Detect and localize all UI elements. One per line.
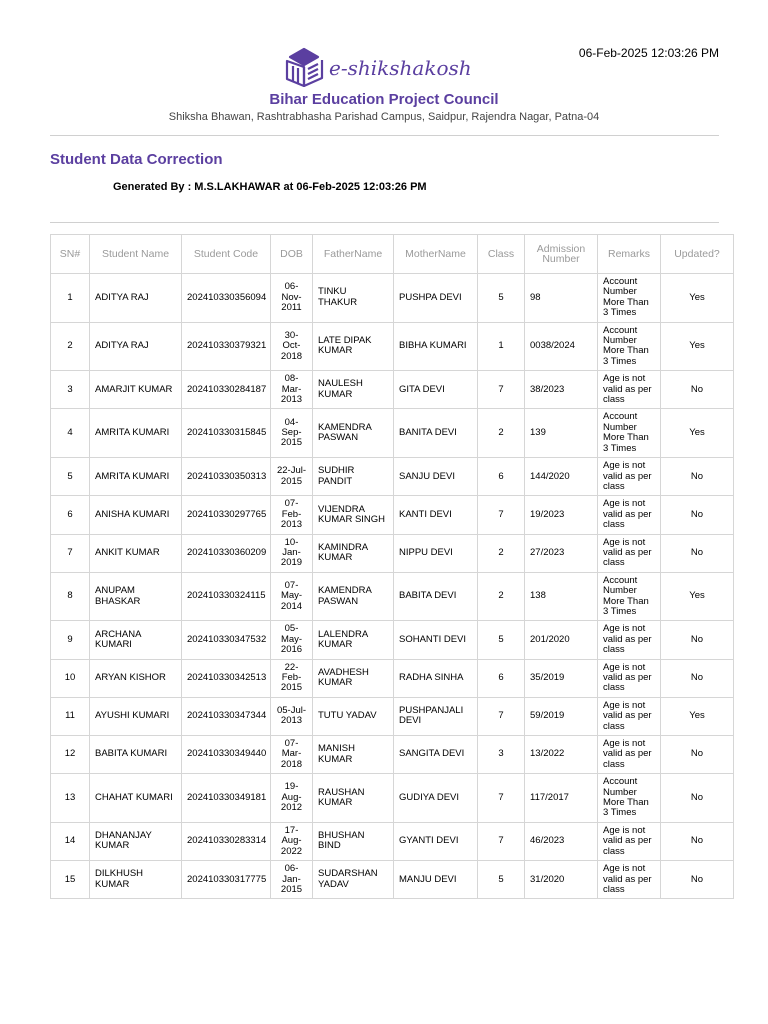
- table-row: [51, 458, 734, 496]
- mother-name-cell: PUSHPANJALI DEVI: [394, 697, 478, 735]
- father-name-cell: MANISH KUMAR: [313, 736, 394, 774]
- mother-name-cell: NIPPU DEVI: [394, 534, 478, 572]
- sn-cell: 10: [51, 659, 90, 697]
- class-cell: 7: [478, 822, 525, 860]
- student-name-cell: ARCHANA KUMARI: [90, 621, 182, 659]
- father-name-cell: KAMINDRA KUMAR: [313, 534, 394, 572]
- father-name-cell: SUDARSHAN YADAV: [313, 861, 394, 899]
- student-code-cell: 202410330297765: [182, 496, 271, 534]
- updated-cell: No: [661, 496, 734, 534]
- father-name-cell: VIJENDRA KUMAR SINGH: [313, 496, 394, 534]
- admission-number-cell: 139: [525, 409, 598, 458]
- updated-cell: Yes: [661, 572, 734, 621]
- student-name-cell: DILKHUSH KUMAR: [90, 861, 182, 899]
- remarks-cell: Age is not valid as per class: [598, 458, 661, 496]
- sn-cell: 13: [51, 774, 90, 823]
- remarks-cell: Age is not valid as per class: [598, 861, 661, 899]
- table-row: [51, 861, 734, 899]
- student-code-cell: 202410330347344: [182, 697, 271, 735]
- remarks-cell: Account Number More Than 3 Times: [598, 274, 661, 323]
- col-updated-header: Updated?: [661, 235, 734, 274]
- table-row: [51, 736, 734, 774]
- admission-number-cell: 98: [525, 274, 598, 323]
- mother-name-cell: RADHA SINHA: [394, 659, 478, 697]
- father-name-cell: TINKU THAKUR: [313, 274, 394, 323]
- student-code-cell: 202410330379321: [182, 322, 271, 371]
- dob-cell: 22-Jul-2015: [271, 458, 313, 496]
- admission-number-cell: 13/2022: [525, 736, 598, 774]
- updated-cell: No: [661, 659, 734, 697]
- student-name-cell: AYUSHI KUMARI: [90, 697, 182, 735]
- father-name-cell: KAMENDRA PASWAN: [313, 409, 394, 458]
- sn-cell: 1: [51, 274, 90, 323]
- mother-name-cell: BANITA DEVI: [394, 409, 478, 458]
- mother-name-cell: GITA DEVI: [394, 371, 478, 409]
- student-name-cell: AMRITA KUMARI: [90, 458, 182, 496]
- dob-cell: 22-Feb-2015: [271, 659, 313, 697]
- remarks-cell: Age is not valid as per class: [598, 697, 661, 735]
- class-cell: 7: [478, 496, 525, 534]
- student-table: [50, 234, 734, 899]
- sn-cell: 14: [51, 822, 90, 860]
- org-address: Shiksha Bhawan, Rashtrabhasha Parishad Campus, Saidpur, Rajendra Nagar, Patna-04: [168, 111, 600, 123]
- dob-cell: 06-Jan-2015: [271, 861, 313, 899]
- class-cell: 2: [478, 534, 525, 572]
- student-code-cell: 202410330360209: [182, 534, 271, 572]
- student-code-cell: 202410330347532: [182, 621, 271, 659]
- mother-name-cell: KANTI DEVI: [394, 496, 478, 534]
- class-cell: 7: [478, 697, 525, 735]
- admission-number-cell: 59/2019: [525, 697, 598, 735]
- admission-number-cell: 138: [525, 572, 598, 621]
- mother-name-cell: GYANTI DEVI: [394, 822, 478, 860]
- books-icon: [287, 49, 322, 86]
- student-name-cell: AMARJIT KUMAR: [90, 371, 182, 409]
- student-code-cell: 202410330317775: [182, 861, 271, 899]
- dob-cell: 05-May-2016: [271, 621, 313, 659]
- father-name-cell: LALENDRA KUMAR: [313, 621, 394, 659]
- divider: [50, 222, 719, 223]
- table-header-row: [51, 235, 734, 274]
- table-row: [51, 322, 734, 371]
- student-name-cell: DHANANJAY KUMAR: [90, 822, 182, 860]
- father-name-cell: AVADHESH KUMAR: [313, 659, 394, 697]
- student-table-container: [50, 234, 733, 899]
- col-admission-number-header: Admission Number: [525, 235, 598, 274]
- student-name-cell: ANUPAM BHASKAR: [90, 572, 182, 621]
- sn-cell: 2: [51, 322, 90, 371]
- sn-cell: 7: [51, 534, 90, 572]
- mother-name-cell: GUDIYA DEVI: [394, 774, 478, 823]
- dob-cell: 17-Aug-2022: [271, 822, 313, 860]
- mother-name-cell: PUSHPA DEVI: [394, 274, 478, 323]
- updated-cell: Yes: [661, 274, 734, 323]
- dob-cell: 30-Oct-2018: [271, 322, 313, 371]
- admission-number-cell: 38/2023: [525, 371, 598, 409]
- table-row: [51, 822, 734, 860]
- sn-cell: 5: [51, 458, 90, 496]
- table-row: [51, 371, 734, 409]
- sn-cell: 12: [51, 736, 90, 774]
- mother-name-cell: BIBHA KUMARI: [394, 322, 478, 371]
- student-name-cell: ANKIT KUMAR: [90, 534, 182, 572]
- student-code-cell: 202410330350313: [182, 458, 271, 496]
- remarks-cell: Age is not valid as per class: [598, 534, 661, 572]
- father-name-cell: TUTU YADAV: [313, 697, 394, 735]
- col-father-name-header: FatherName: [313, 235, 394, 274]
- updated-cell: No: [661, 458, 734, 496]
- table-row: [51, 774, 734, 823]
- page-title: Student Data Correction: [50, 151, 223, 168]
- dob-cell: 07-May-2014: [271, 572, 313, 621]
- student-code-cell: 202410330284187: [182, 371, 271, 409]
- student-name-cell: AMRITA KUMARI: [90, 409, 182, 458]
- col-class-header: Class: [478, 235, 525, 274]
- generated-by: Generated By : M.S.LAKHAWAR at 06-Feb-2025 12:03:26 PM: [113, 181, 427, 193]
- remarks-cell: Account Number More Than 3 Times: [598, 774, 661, 823]
- sn-cell: 8: [51, 572, 90, 621]
- admission-number-cell: 31/2020: [525, 861, 598, 899]
- father-name-cell: LATE DIPAK KUMAR: [313, 322, 394, 371]
- dob-cell: 06-Nov-2011: [271, 274, 313, 323]
- remarks-cell: Age is not valid as per class: [598, 736, 661, 774]
- class-cell: 5: [478, 274, 525, 323]
- table-row: [51, 274, 734, 323]
- admission-number-cell: 144/2020: [525, 458, 598, 496]
- table-row: [51, 697, 734, 735]
- dob-cell: 19-Aug-2012: [271, 774, 313, 823]
- father-name-cell: RAUSHAN KUMAR: [313, 774, 394, 823]
- updated-cell: No: [661, 736, 734, 774]
- remarks-cell: Age is not valid as per class: [598, 659, 661, 697]
- sn-cell: 15: [51, 861, 90, 899]
- admission-number-cell: 117/2017: [525, 774, 598, 823]
- col-sn-header: SN#: [51, 235, 90, 274]
- class-cell: 5: [478, 861, 525, 899]
- student-code-cell: 202410330283314: [182, 822, 271, 860]
- table-row: [51, 621, 734, 659]
- class-cell: 2: [478, 572, 525, 621]
- student-name-cell: ANISHA KUMARI: [90, 496, 182, 534]
- updated-cell: No: [661, 774, 734, 823]
- updated-cell: No: [661, 621, 734, 659]
- remarks-cell: Age is not valid as per class: [598, 822, 661, 860]
- org-title: Bihar Education Project Council: [269, 91, 499, 108]
- class-cell: 7: [478, 371, 525, 409]
- class-cell: 6: [478, 659, 525, 697]
- remarks-cell: Age is not valid as per class: [598, 621, 661, 659]
- table-row: [51, 572, 734, 621]
- admission-number-cell: 201/2020: [525, 621, 598, 659]
- col-remarks-header: Remarks: [598, 235, 661, 274]
- col-student-name-header: Student Name: [90, 235, 182, 274]
- timestamp: 06-Feb-2025 12:03:26 PM: [578, 46, 719, 60]
- class-cell: 1: [478, 322, 525, 371]
- updated-cell: Yes: [661, 322, 734, 371]
- dob-cell: 10-Jan-2019: [271, 534, 313, 572]
- student-code-cell: 202410330349440: [182, 736, 271, 774]
- father-name-cell: BHUSHAN BIND: [313, 822, 394, 860]
- class-cell: 2: [478, 409, 525, 458]
- father-name-cell: SUDHIR PANDIT: [313, 458, 394, 496]
- student-code-cell: 202410330356094: [182, 274, 271, 323]
- student-code-cell: 202410330324115: [182, 572, 271, 621]
- remarks-cell: Age is not valid as per class: [598, 496, 661, 534]
- dob-cell: 07-Mar-2018: [271, 736, 313, 774]
- updated-cell: No: [661, 861, 734, 899]
- student-name-cell: CHAHAT KUMARI: [90, 774, 182, 823]
- mother-name-cell: MANJU DEVI: [394, 861, 478, 899]
- remarks-cell: Account Number More Than 3 Times: [598, 322, 661, 371]
- sn-cell: 9: [51, 621, 90, 659]
- mother-name-cell: SANJU DEVI: [394, 458, 478, 496]
- class-cell: 6: [478, 458, 525, 496]
- sn-cell: 11: [51, 697, 90, 735]
- mother-name-cell: BABITA DEVI: [394, 572, 478, 621]
- col-mother-name-header: MotherName: [394, 235, 478, 274]
- admission-number-cell: 35/2019: [525, 659, 598, 697]
- admission-number-cell: 27/2023: [525, 534, 598, 572]
- student-name-cell: ADITYA RAJ: [90, 322, 182, 371]
- admission-number-cell: 0038/2024: [525, 322, 598, 371]
- admission-number-cell: 19/2023: [525, 496, 598, 534]
- col-student-code-header: Student Code: [182, 235, 271, 274]
- remarks-cell: Account Number More Than 3 Times: [598, 409, 661, 458]
- table-row: [51, 534, 734, 572]
- mother-name-cell: SOHANTI DEVI: [394, 621, 478, 659]
- updated-cell: No: [661, 534, 734, 572]
- e-shikshakosh-logo: [284, 45, 488, 87]
- father-name-cell: NAULESH KUMAR: [313, 371, 394, 409]
- divider: [50, 135, 719, 136]
- sn-cell: 4: [51, 409, 90, 458]
- col-dob-header: DOB: [271, 235, 313, 274]
- updated-cell: Yes: [661, 409, 734, 458]
- logo-text: e-shikshakosh: [329, 56, 472, 80]
- table-row: [51, 409, 734, 458]
- remarks-cell: Account Number More Than 3 Times: [598, 572, 661, 621]
- student-name-cell: ADITYA RAJ: [90, 274, 182, 323]
- updated-cell: Yes: [661, 697, 734, 735]
- class-cell: 3: [478, 736, 525, 774]
- student-name-cell: BABITA KUMARI: [90, 736, 182, 774]
- student-code-cell: 202410330342513: [182, 659, 271, 697]
- dob-cell: 05-Jul-2013: [271, 697, 313, 735]
- class-cell: 7: [478, 774, 525, 823]
- student-name-cell: ARYAN KISHOR: [90, 659, 182, 697]
- admission-number-cell: 46/2023: [525, 822, 598, 860]
- student-code-cell: 202410330349181: [182, 774, 271, 823]
- dob-cell: 07-Feb-2013: [271, 496, 313, 534]
- table-row: [51, 659, 734, 697]
- remarks-cell: Age is not valid as per class: [598, 371, 661, 409]
- sn-cell: 3: [51, 371, 90, 409]
- sn-cell: 6: [51, 496, 90, 534]
- updated-cell: No: [661, 822, 734, 860]
- dob-cell: 08-Mar-2013: [271, 371, 313, 409]
- student-code-cell: 202410330315845: [182, 409, 271, 458]
- table-row: [51, 496, 734, 534]
- class-cell: 5: [478, 621, 525, 659]
- father-name-cell: KAMENDRA PASWAN: [313, 572, 394, 621]
- dob-cell: 04-Sep-2015: [271, 409, 313, 458]
- mother-name-cell: SANGITA DEVI: [394, 736, 478, 774]
- updated-cell: No: [661, 371, 734, 409]
